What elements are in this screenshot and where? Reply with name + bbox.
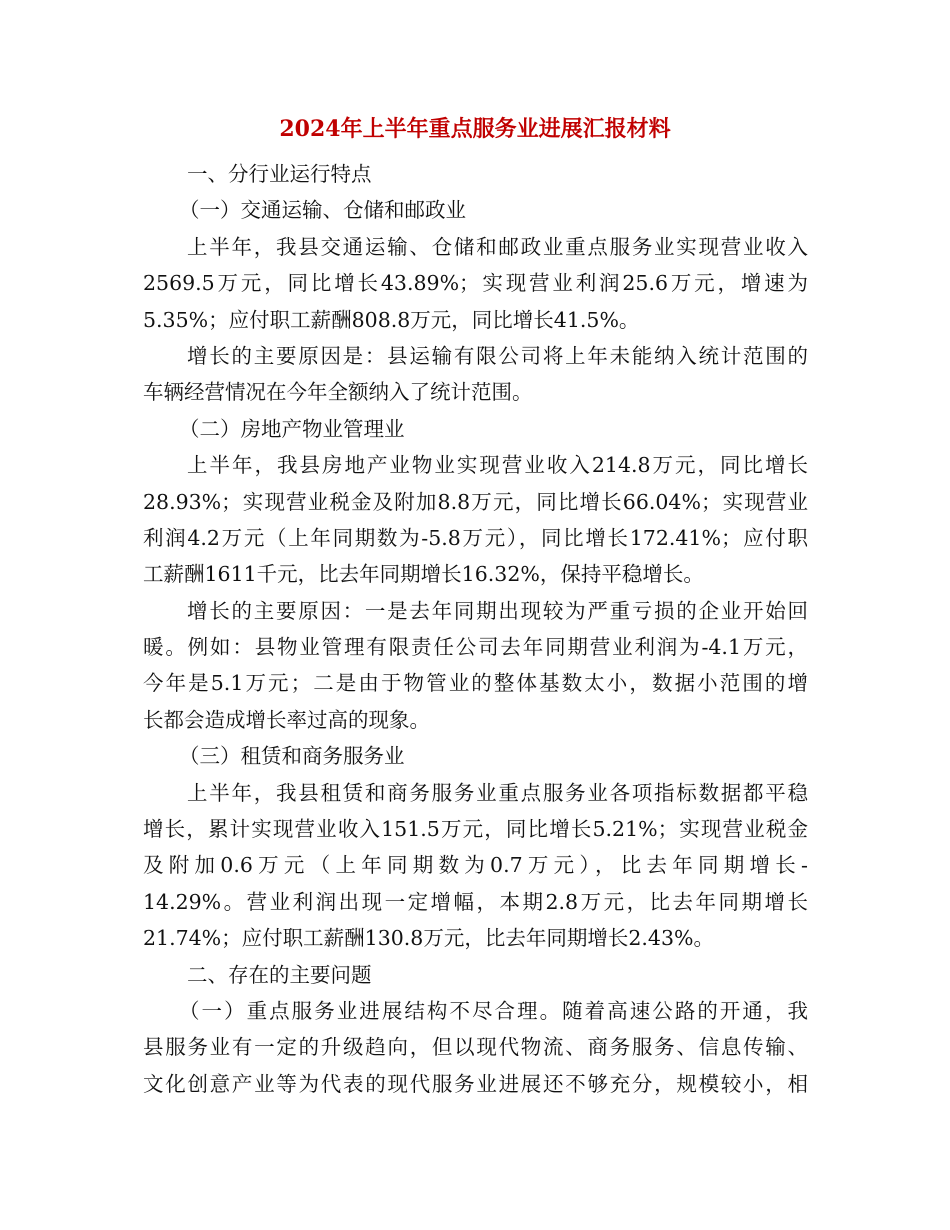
paragraph-line: 今年是5.1万元；二是由于物管业的整体基数太小，数据小范围的增 xyxy=(143,671,808,696)
paragraph-line: 28.93%；实现营业税金及附加8.8万元，同比增长66.04%；实现营业 xyxy=(143,489,808,514)
paragraph-line: 县服务业有一定的升级趋向，但以现代物流、商务服务、信息传输、 xyxy=(143,1035,808,1060)
paragraph-line: 增长，累计实现营业收入151.5万元，同比增长5.21%；实现营业税金 xyxy=(143,817,808,842)
subsection-heading: （二）房地产物业管理业 xyxy=(179,416,405,441)
paragraph-line: 文化创意产业等为代表的现代服务业进展还不够充分，规模较小，相 xyxy=(143,1071,808,1096)
paragraph-line: 长都会造成增长率过高的现象。 xyxy=(143,707,430,732)
section-heading: 一、分行业运行特点 xyxy=(187,162,372,186)
document-body xyxy=(143,156,808,1102)
paragraph-line: 2569.5万元，同比增长43.89%；实现营业利润25.6万元，增速为 xyxy=(143,271,808,296)
paragraph-line: 增长的主要原因是：县运输有限公司将上年未能纳入统计范围的 xyxy=(187,343,808,368)
paragraph-line: 21.74%；应付职工薪酬130.8万元，比去年同期增长2.43%。 xyxy=(143,926,714,951)
paragraph-line: 增长的主要原因：一是去年同期出现较为严重亏损的企业开始回 xyxy=(187,598,808,623)
paragraph-line: 及附加0.6万元（上年同期数为0.7万元），比去年同期增长- xyxy=(143,853,808,878)
paragraph-line: 工薪酬1611千元，比去年同期增长16.32%，保持平稳增长。 xyxy=(143,562,704,587)
paragraph-line: 14.29%。营业利润出现一定增幅，本期2.8万元，比去年同期增长 xyxy=(143,889,808,914)
paragraph-line: 上半年，我县交通运输、仓储和邮政业重点服务业实现营业收入 xyxy=(187,234,808,259)
paragraph-line: 上半年，我县房地产业物业实现营业收入214.8万元，同比增长 xyxy=(187,453,808,478)
paragraph-line: 上半年，我县租赁和商务服务业重点服务业各项指标数据都平稳 xyxy=(187,780,808,805)
section-heading: 二、存在的主要问题 xyxy=(187,962,372,987)
subsection-heading: （三）租赁和商务服务业 xyxy=(179,744,405,769)
paragraph-line: 暖。例如：县物业管理有限责任公司去年同期营业利润为-4.1万元， xyxy=(143,635,808,660)
paragraph-line: 车辆经营情况在今年全额纳入了统计范围。 xyxy=(143,380,533,405)
paragraph-line: 利润4.2万元（上年同期数为-5.8万元），同比增长172.41%；应付职 xyxy=(143,525,808,550)
document-title: 2024年上半年重点服务业进展汇报材料 xyxy=(279,116,671,142)
subsection-heading: （一）交通运输、仓储和邮政业 xyxy=(179,198,466,223)
paragraph-line: （一）重点服务业进展结构不尽合理。随着高速公路的开通，我 xyxy=(179,998,808,1023)
paragraph-line: 5.35%；应付职工薪酬808.8万元，同比增长41.5%。 xyxy=(143,307,640,332)
